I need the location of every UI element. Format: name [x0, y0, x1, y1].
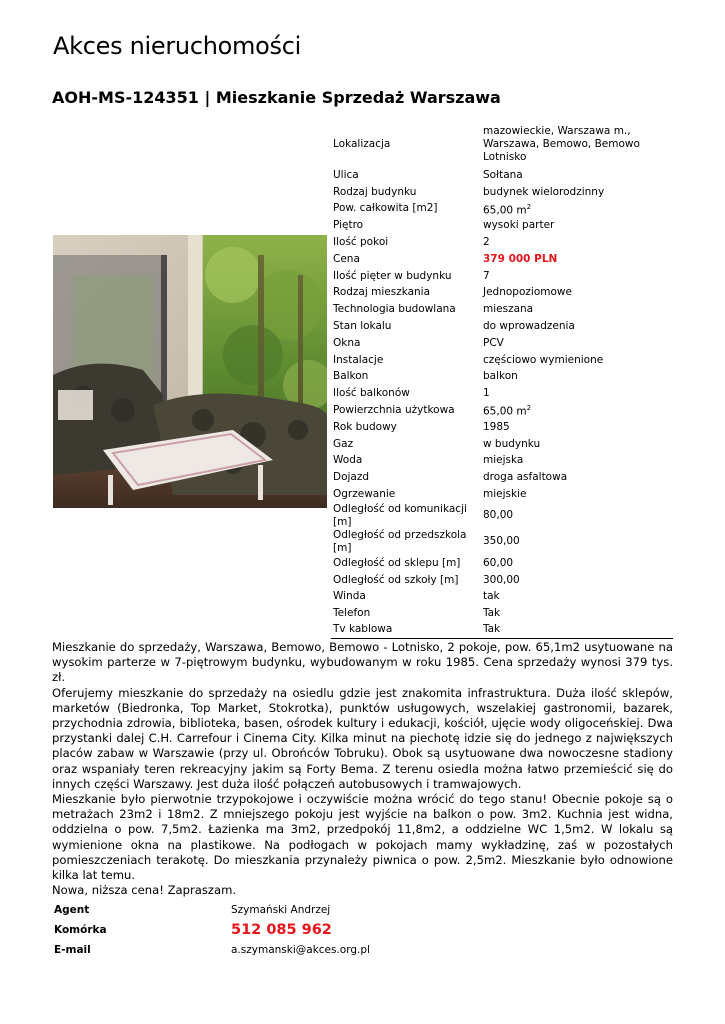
- param-row: [331, 385, 673, 402]
- param-row: [331, 167, 673, 184]
- param-value: [481, 419, 673, 436]
- param-label: Odległość od komunikacji [m]: [333, 502, 467, 528]
- agent-row: [52, 900, 370, 920]
- param-row: [331, 453, 673, 470]
- param-value-text: droga asfaltowa: [483, 471, 568, 484]
- param-value: [481, 285, 673, 302]
- param-label: Balkon: [333, 370, 369, 383]
- param-row: [331, 436, 673, 453]
- living-room-photo-image: [53, 235, 327, 508]
- param-value-text: 60,00: [483, 556, 514, 569]
- param-value: [481, 605, 673, 622]
- param-label: Lokalizacja: [333, 138, 391, 150]
- param-value: [481, 453, 673, 470]
- param-label: Ilość pięter w budynku: [333, 269, 452, 282]
- property-params-table: [331, 122, 673, 639]
- param-row: [331, 469, 673, 486]
- param-value-text: tak: [483, 590, 500, 603]
- param-value: [481, 335, 673, 352]
- param-value: [481, 352, 673, 369]
- property-description: [52, 640, 673, 898]
- param-value: [481, 589, 673, 606]
- param-value: [481, 622, 673, 639]
- param-value-text: balkon: [483, 370, 518, 383]
- param-row: [331, 622, 673, 639]
- param-value-text: Tak: [483, 607, 501, 620]
- param-row: [331, 486, 673, 503]
- param-label: Ilość pokoi: [333, 236, 389, 249]
- param-value: [481, 572, 673, 589]
- description-paragraph: Oferujemy mieszkanie do sprzedaży na osiedlu gdzie jest znakomita infrastruktura. Duża ilość sklepów, marketów (Biedronka, Top Market, Stokrotka), punktów usługowych, wszelakiej gastronomii, bazarek, przychodnia zdrowia, biblioteka, basen, ośrodek kultury i edukacji, kościół, ujęcie wody oligoceńskiej. Dwa przystanki dalej C.H. Carrefour i Cinema City. Kilka minut na piechotę idzie się do jednego z największych placów zabaw w Warszawie (przy ul. Obrońców Tobruku). Obok są usytuowane dwa nowoczesne stadiony oraz wspaniały teren rekreacyjny jakim są Forty Bema. Z terenu osiedla można łatwo przemieścić się do innych części Warszawy. Jest duża ilość połączeń autobusowych i tramwajowych.: [52, 685, 673, 791]
- param-value-text: częściowo wymienione: [483, 353, 604, 366]
- page-title: AOH-MS-124351 | Mieszkanie Sprzedaż Warszawa: [52, 88, 501, 107]
- param-row: [331, 122, 673, 167]
- param-row: [331, 419, 673, 436]
- param-value: [481, 251, 673, 268]
- param-value-text: budynek wielorodzinny: [483, 185, 605, 198]
- param-label: Rok budowy: [333, 420, 397, 433]
- param-value-text: 65,00 m: [483, 204, 527, 217]
- param-label: Woda: [333, 454, 363, 467]
- param-value: [481, 122, 673, 167]
- unit-superscript: 2: [526, 202, 532, 211]
- param-value-text: miejskie: [483, 488, 527, 501]
- param-value: [481, 503, 673, 529]
- param-label: Dojazd: [333, 471, 370, 484]
- param-row: [331, 402, 673, 419]
- param-value-text: 379 000 PLN: [483, 252, 558, 265]
- param-value: [481, 529, 673, 555]
- description-paragraph: Nowa, niższa cena! Zapraszam.: [52, 883, 237, 898]
- param-label: Tv kablowa: [331, 622, 481, 639]
- param-value-text: wysoki parter: [483, 219, 555, 232]
- param-value: [481, 201, 673, 218]
- description-paragraph: Mieszkanie było pierwotnie trzypokojowe i oczywiście można wrócić do tego stanu! Obecnie pokoje są o metrażach 23m2 i 18m2. Z mniejszego pokoju jest wyjście na balkon o pow. 3m2. Kuchnia jest widna, oddzielna o pow. 7,5m2. Łazienka ma 3m2, przedpokój 11,8m2, a oddzielne WC 1,5m2. W lokalu są wymienione okna na plastikowe. Na podłogach w pokojach mamy wykładzinę, zaś w pozostałych pomieszczeniach terakotę. Do mieszkania przynależy piwnica o pow. 2,5m2. Mieszkanie było odnowione kilka lat temu.: [52, 792, 673, 883]
- description-paragraph: Mieszkanie do sprzedaży, Warszawa, Bemowo, Bemowo - Lotnisko, 2 pokoje, pow. 65,1m2 usytuowane na wysokim parterze w 7-piętrowym budynku, wybudowanym w roku 1985. Cena sprzedaży wynosi 379 tys. zł.: [52, 640, 673, 685]
- param-value: [481, 167, 673, 184]
- agent-label: Agent: [54, 904, 90, 916]
- param-label: Rodzaj budynku: [333, 185, 417, 198]
- param-row: [331, 369, 673, 386]
- param-label: Instalacje: [333, 353, 384, 366]
- param-label: Piętro: [333, 219, 364, 232]
- param-label: Gaz: [333, 437, 354, 450]
- param-value-text: 300,00: [483, 573, 520, 586]
- param-value: [481, 268, 673, 285]
- param-value-text: 2: [483, 236, 490, 249]
- param-value-text: 65,00 m: [483, 405, 527, 418]
- param-label: Ilość balkonów: [333, 387, 410, 400]
- param-value-text: mieszana: [483, 303, 534, 316]
- param-value-text: Jednopoziomowe: [483, 286, 572, 299]
- param-value: [481, 234, 673, 251]
- param-row: [331, 268, 673, 285]
- param-row: [331, 589, 673, 606]
- param-row: [331, 555, 673, 572]
- param-label: Cena: [333, 252, 360, 265]
- param-label: Powierzchnia użytkowa: [333, 404, 455, 417]
- property-photo: [53, 235, 327, 508]
- param-row: [331, 335, 673, 352]
- param-label: Okna: [333, 336, 361, 349]
- param-value-text: mazowieckie, Warszawa m., Warszawa, Bemowo, Bemowo Lotnisko: [483, 125, 640, 163]
- param-value-text: Tak: [483, 622, 501, 635]
- param-value-text: 80,00: [483, 509, 514, 522]
- param-label: Odległość od przedszkola [m]: [333, 528, 467, 554]
- param-row: [331, 184, 673, 201]
- param-value: [481, 555, 673, 572]
- phone-number[interactable]: 512 085 962: [231, 922, 332, 938]
- param-row: [331, 352, 673, 369]
- param-row: [331, 234, 673, 251]
- param-value-text: Sołtana: [483, 168, 523, 181]
- param-value-text: PCV: [483, 336, 504, 349]
- unit-superscript: 2: [526, 404, 532, 413]
- param-value: [481, 318, 673, 335]
- agent-name: Szymański Andrzej: [231, 904, 331, 916]
- param-label: Ogrzewanie: [333, 488, 396, 501]
- param-row: [331, 251, 673, 268]
- brand-name: Akces nieruchomości: [53, 32, 301, 60]
- param-row: [331, 572, 673, 589]
- param-row: [331, 217, 673, 234]
- param-label: Rodzaj mieszkania: [333, 286, 431, 299]
- param-value: [481, 217, 673, 234]
- param-value: [481, 369, 673, 386]
- param-value: [481, 385, 673, 402]
- param-label: Pow. całkowita [m2]: [333, 202, 438, 215]
- param-value: [481, 436, 673, 453]
- param-label: Telefon: [333, 607, 371, 620]
- param-row: [331, 301, 673, 318]
- param-value-text: 350,00: [483, 535, 520, 548]
- param-value: [481, 486, 673, 503]
- param-row: [331, 529, 673, 555]
- param-value-text: w budynku: [483, 437, 541, 450]
- param-label: Ulica: [333, 168, 359, 181]
- email-label: E-mail: [54, 944, 91, 956]
- param-value: [481, 469, 673, 486]
- param-value-text: do wprowadzenia: [483, 320, 575, 333]
- param-row: [331, 503, 673, 529]
- param-label: Stan lokalu: [333, 320, 392, 333]
- param-value: [481, 184, 673, 201]
- param-value: [481, 402, 673, 419]
- param-value-text: 1985: [483, 420, 510, 433]
- param-value-text: miejska: [483, 454, 524, 467]
- phone-label: Komórka: [54, 924, 107, 936]
- param-value-text: 1: [483, 387, 490, 400]
- param-label: Winda: [333, 590, 366, 603]
- param-row: [331, 201, 673, 218]
- param-value-text: 7: [483, 269, 490, 282]
- email-address[interactable]: a.szymanski@akces.org.pl: [231, 944, 370, 956]
- phone-row: [52, 920, 370, 940]
- param-label: Odległość od sklepu [m]: [333, 556, 461, 569]
- agent-contact: [52, 900, 370, 960]
- param-label: Odległość od szkoły [m]: [333, 573, 459, 586]
- param-row: [331, 318, 673, 335]
- param-label: Technologia budowlana: [333, 303, 456, 316]
- param-row: [331, 285, 673, 302]
- param-row: [331, 605, 673, 622]
- param-value: [481, 301, 673, 318]
- email-row: [52, 940, 370, 960]
